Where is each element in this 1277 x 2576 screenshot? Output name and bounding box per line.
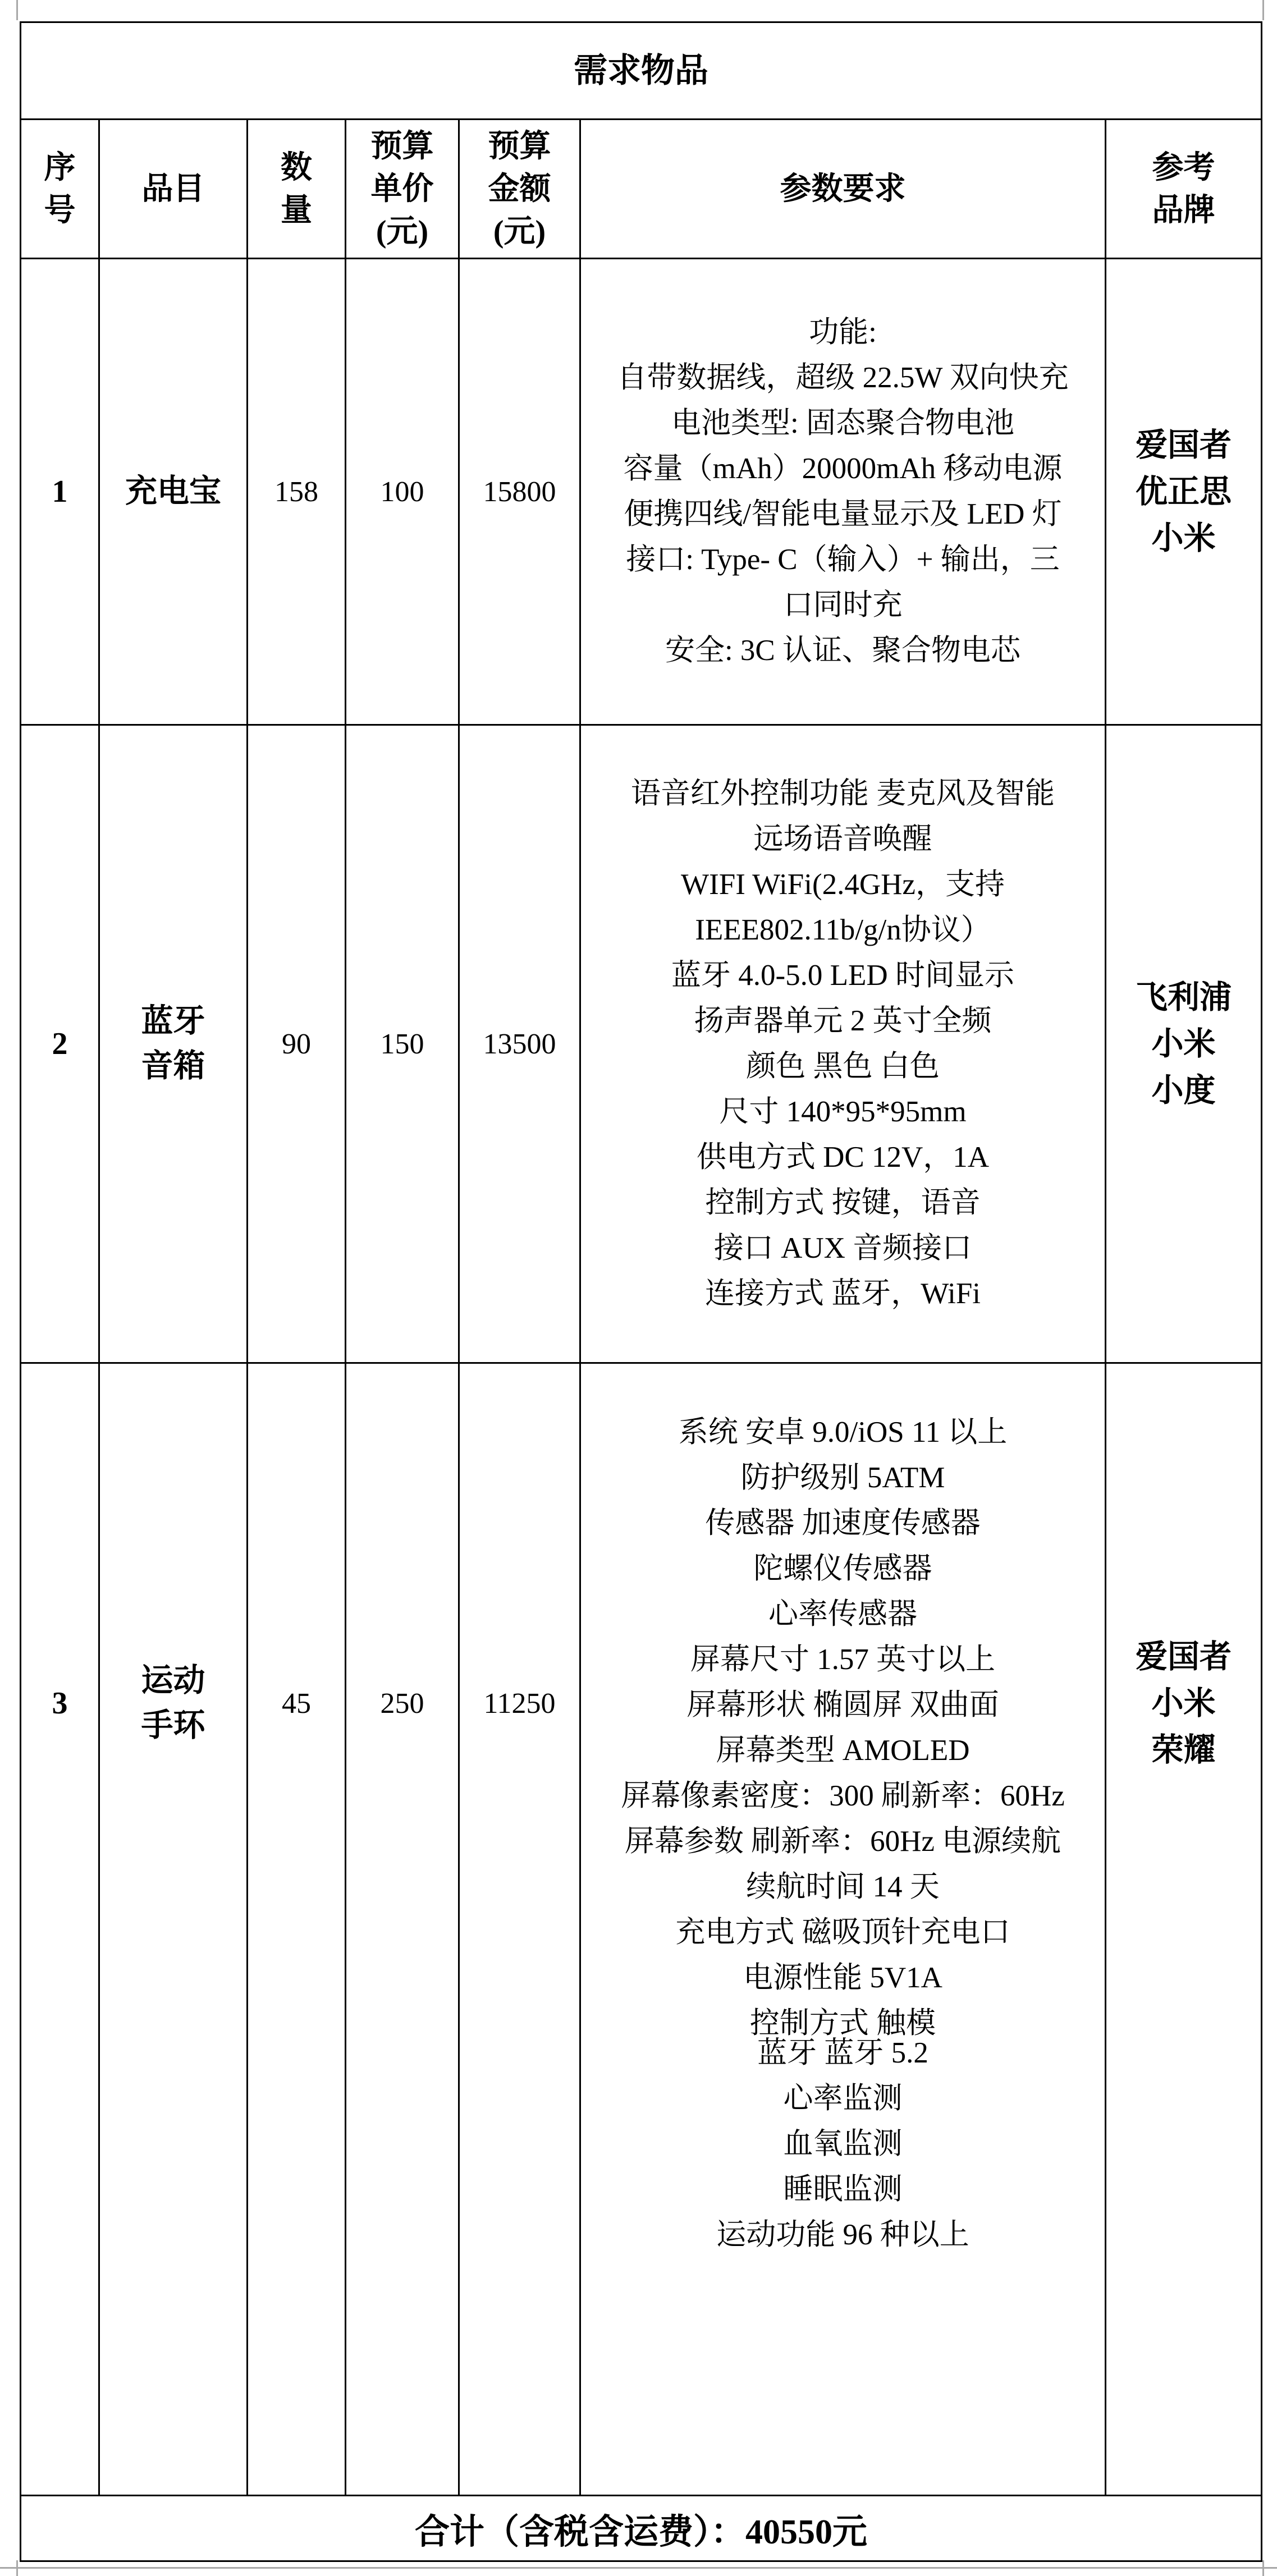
header-total-price-line: (元) bbox=[493, 214, 546, 249]
item-name-line: 运动 bbox=[141, 1663, 205, 1698]
requirement-line: 屏幕类型 AMOLED bbox=[716, 1734, 970, 1767]
header-total-price bbox=[459, 120, 580, 259]
requirement-line: 扬声器单元 2 英寸全频 bbox=[694, 1005, 992, 1037]
header-quantity-line: 量 bbox=[281, 192, 312, 228]
header-total-price-line: 预算 bbox=[488, 129, 551, 164]
footer-row bbox=[21, 2496, 1262, 2561]
requirement-line: 运动功能 96 种以上 bbox=[716, 2219, 969, 2251]
header-requirements bbox=[580, 120, 1106, 259]
requirement-line: 尺寸 140*95*95mm bbox=[719, 1096, 967, 1128]
unit-price: 250 bbox=[380, 1687, 424, 1720]
brand-name: 爱国者 bbox=[1136, 1639, 1232, 1675]
header-unit-price bbox=[346, 120, 459, 259]
requirement-line: 电池类型: 固态聚合物电池 bbox=[671, 407, 1014, 439]
item-name bbox=[99, 1363, 248, 2496]
requirement-line: 接口 AUX 音频接口 bbox=[713, 1232, 972, 1264]
brand-name: 小米 bbox=[1151, 1685, 1216, 1721]
row-index: 1 bbox=[21, 259, 99, 725]
header-item bbox=[99, 120, 248, 259]
requirements-table bbox=[20, 21, 1262, 2562]
requirement-line: 屏幕像素密度：300 刷新率：60Hz bbox=[621, 1780, 1065, 1812]
page-edge-mark bbox=[16, 0, 18, 20]
brand-name: 荣耀 bbox=[1151, 1732, 1216, 1768]
item-name-line: 充电宝 bbox=[125, 474, 221, 509]
quantity: 158 bbox=[248, 259, 346, 725]
requirement-line: 心率传感器 bbox=[768, 1598, 917, 1630]
item-name-line: 音箱 bbox=[141, 1048, 205, 1084]
requirement-line: 便携四线/智能电量显示及 LED 灯 bbox=[624, 498, 1062, 530]
requirement-line: 连接方式 蓝牙，WiFi bbox=[704, 1277, 981, 1310]
unit-price: 150 bbox=[346, 725, 459, 1363]
requirement-line: 血氧监测 bbox=[783, 2128, 903, 2160]
item-name bbox=[99, 259, 248, 725]
row-index-cell bbox=[21, 1363, 99, 2496]
requirement-line: 远场语音唤醒 bbox=[753, 823, 932, 855]
requirement-line: 功能: bbox=[809, 316, 877, 349]
table-row bbox=[21, 1363, 1262, 2496]
quantity: 45 bbox=[282, 1687, 311, 1720]
brand-name: 小米 bbox=[1151, 520, 1216, 556]
total-price-cell bbox=[459, 1363, 580, 2496]
requirement-line: IEEE802.11b/g/n协议） bbox=[695, 914, 991, 946]
header-index bbox=[21, 120, 99, 259]
brand-name: 飞利浦 bbox=[1136, 979, 1232, 1015]
requirement-line: 供电方式 DC 12V，1A bbox=[696, 1141, 990, 1174]
row-index: 2 bbox=[21, 725, 99, 1363]
header-total-price-line: 金额 bbox=[488, 171, 551, 207]
requirement-line: 容量（mAh）20000mAh 移动电源 bbox=[623, 452, 1063, 485]
brand-name: 优正思 bbox=[1136, 474, 1232, 510]
requirement-line: 屏幕尺寸 1.57 英寸以上 bbox=[690, 1643, 996, 1676]
requirement-line: 防护级别 5ATM bbox=[740, 1461, 945, 1494]
header-index-line: 号 bbox=[44, 192, 76, 228]
requirement-line: 电源性能 5V1A bbox=[743, 1961, 942, 1994]
brand-name: 爱国者 bbox=[1136, 427, 1232, 463]
item-name-line: 手环 bbox=[141, 1708, 205, 1743]
requirement-line: 充电方式 磁吸顶针充电口 bbox=[675, 1916, 1010, 1949]
requirement-line: 自带数据线，超级 22.5W 双向快充 bbox=[617, 361, 1069, 394]
requirement-line: 心率监测 bbox=[783, 2082, 903, 2115]
requirement-line: 安全: 3C 认证、聚合物电芯 bbox=[665, 634, 1021, 667]
header-brands-line: 品牌 bbox=[1152, 192, 1215, 228]
header-row bbox=[21, 120, 1262, 259]
total-price: 13500 bbox=[459, 725, 580, 1363]
requirement-line: 陀螺仪传感器 bbox=[753, 1552, 932, 1585]
requirement-line: 屏幕形状 椭圆屏 双曲面 bbox=[686, 1689, 999, 1721]
brand-list bbox=[1106, 1363, 1262, 2496]
requirement-line: 屏幕参数 刷新率：60Hz 电源续航 bbox=[624, 1825, 1061, 1858]
item-name-line: 蓝牙 bbox=[141, 1003, 205, 1039]
requirement-line: 控制方式 触模 bbox=[749, 2007, 936, 2039]
header-requirements-line: 参数要求 bbox=[780, 171, 906, 207]
requirement-line: 系统 安卓 9.0/iOS 11 以上 bbox=[678, 1416, 1008, 1449]
requirement-line: 控制方式 按键，语音 bbox=[705, 1186, 981, 1219]
header-index-line: 序 bbox=[44, 150, 76, 185]
header-unit-price-line: (元) bbox=[376, 214, 429, 249]
unit-price-cell bbox=[346, 1363, 459, 2496]
brand-list-wrap bbox=[1106, 1364, 1261, 2043]
quantity-cell bbox=[248, 1363, 346, 2496]
requirement-line: 颜色 黑色 白色 bbox=[746, 1050, 940, 1083]
item-name bbox=[99, 725, 248, 1363]
table-row bbox=[21, 725, 1262, 1363]
page-edge-line bbox=[0, 2567, 1277, 2569]
requirement-line: WIFI WiFi(2.4GHz，支持 bbox=[681, 868, 1005, 901]
title-row bbox=[21, 22, 1262, 120]
requirements-list bbox=[580, 725, 1106, 1363]
requirement-line: 蓝牙 蓝牙 5.2 bbox=[757, 2037, 928, 2069]
footer-total: 合计（含税含运费）：40550元 bbox=[21, 2496, 1262, 2561]
header-quantity bbox=[248, 120, 346, 259]
quantity: 90 bbox=[248, 725, 346, 1363]
requirement-line: 续航时间 14 天 bbox=[746, 1871, 940, 1903]
requirement-line: 传感器 加速度传感器 bbox=[705, 1507, 981, 1539]
header-quantity-line: 数 bbox=[281, 150, 312, 185]
requirement-line: 睡眠监测 bbox=[783, 2173, 903, 2206]
brand-list bbox=[1106, 725, 1262, 1363]
header-brands-line: 参考 bbox=[1152, 150, 1215, 185]
table-title: 需求物品 bbox=[21, 22, 1262, 120]
row-index: 3 bbox=[52, 1686, 68, 1721]
brand-name: 小米 bbox=[1151, 1026, 1216, 1062]
requirements-list bbox=[580, 1363, 1106, 2496]
total-price: 15800 bbox=[459, 259, 580, 725]
item-name-wrap bbox=[100, 1364, 246, 2043]
requirement-line: 口同时充 bbox=[783, 589, 903, 621]
requirement-line: 语音红外控制功能 麦克风及智能 bbox=[630, 777, 1055, 810]
unit-price: 100 bbox=[346, 259, 459, 725]
page-edge-mark bbox=[1262, 0, 1264, 20]
brand-name: 小度 bbox=[1151, 1072, 1216, 1108]
header-brands bbox=[1106, 120, 1262, 259]
header-unit-price-line: 单价 bbox=[370, 171, 434, 207]
header-item-line: 品目 bbox=[141, 171, 205, 207]
requirement-line: 接口: Type- C（输入）+ 输出，三 bbox=[626, 543, 1060, 576]
table-row bbox=[21, 259, 1262, 725]
requirements-list bbox=[580, 259, 1106, 725]
requirement-line: 蓝牙 4.0-5.0 LED 时间显示 bbox=[671, 959, 1014, 992]
header-unit-price-line: 预算 bbox=[370, 129, 434, 164]
total-price: 11250 bbox=[483, 1687, 556, 1720]
brand-list bbox=[1106, 259, 1262, 725]
